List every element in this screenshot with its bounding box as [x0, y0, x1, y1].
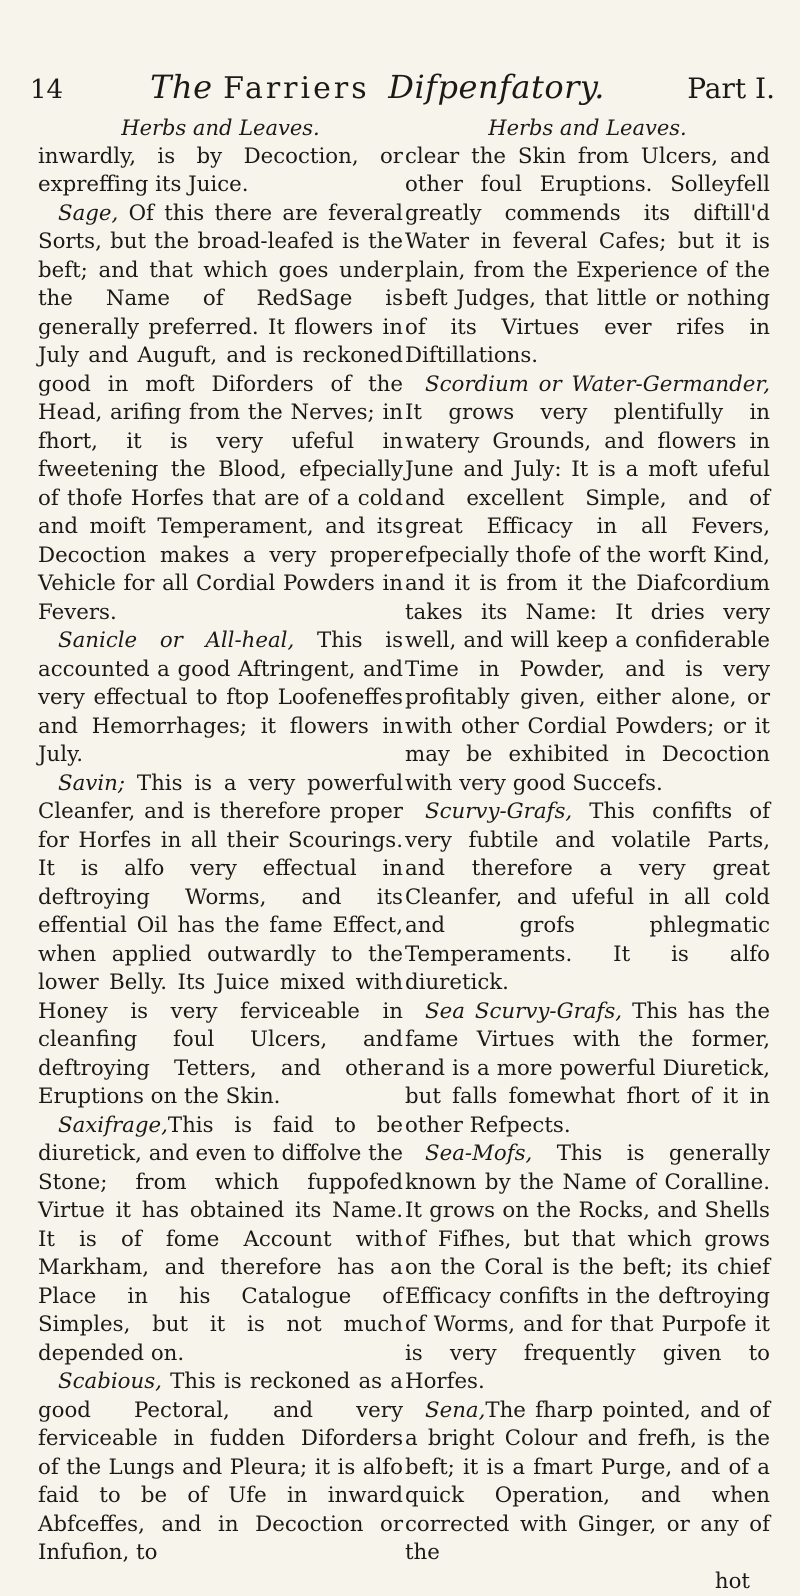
- left-paragraph-sanicle: [38, 627, 403, 770]
- right-paragraph-1: [405, 143, 770, 371]
- entry-text: inwardly, is by Decoction, or expreffing its Juice.: [38, 144, 403, 198]
- entry-term: Scordium or Water-Germander,: [425, 372, 770, 397]
- right-column-header: Herbs and Leaves.: [405, 114, 770, 143]
- left-paragraph-sage: [38, 200, 403, 628]
- entry-term: Sena,: [425, 1398, 485, 1423]
- book-title: [70, 68, 685, 106]
- left-column: [38, 114, 403, 1568]
- right-column: [405, 114, 770, 1596]
- entry-text: Of this there are feveral Sorts, but the broad-leafed is the beft; and that which goes under the Name of RedSage is generally preferred. It flowers in July and Auguft, and is reckoned good in moft Diforders of the Head, arifing from the Nerves; in fhort, it is very ufeful in fweetening the Blood, efpecially of thofe Horfes that are of a cold and moift Temperament, and its Decoction makes a very proper Vehicle for all Cordial Powders in Fevers.: [38, 201, 403, 625]
- entry-term: Saxifrage,: [58, 1113, 168, 1138]
- entry-text: The fharp pointed, and of a bright Colour and frefh, is the beft; it is a fmart Purge, and of a quick Operation, and when corrected with Ginger, or any of the: [405, 1398, 770, 1566]
- entry-text: clear the Skin from Ulcers, and other foul Eruptions. Solleyfell greatly commends its diftill'd Water in feveral Cafes; but it is plain, from the Experience of the beft Judges, that little or nothing of its Virtues ever rifes in Diftillations.: [405, 144, 770, 369]
- page-number: 14: [30, 75, 70, 105]
- entry-text: This is reckoned as a good Pectoral, and very ferviceable in fudden Diforders of the Lungs and Pleura; it is alfo faid to be of Ufe in inward Abfceffes, and in Decoction or Infufion, to: [38, 1369, 403, 1565]
- right-paragraph-sea-moss: [405, 1140, 770, 1397]
- entry-term: Sage,: [58, 201, 118, 226]
- right-paragraph-sea-scurvy-grass: [405, 998, 770, 1141]
- entry-term: Scabious,: [58, 1369, 162, 1394]
- entry-term: Savin;: [58, 771, 125, 796]
- entry-text: This is generally known by the Name of Coralline. It grows on the Rocks, and Shells of Fifhes, but that which grows on the Coral is the beft; its chief Efficacy confifts in the deftroying of Worms, and for that Purpofe it is very frequently given to Horfes.: [405, 1141, 770, 1394]
- entry-text: This has the fame Virtues with the former, and is a more powerful Diuretick, but falls fomewhat fhort of it in other Refpects.: [405, 999, 770, 1138]
- left-paragraph-1: [38, 143, 403, 200]
- catchword: hot: [405, 1568, 770, 1596]
- left-paragraph-saxifrage: [38, 1112, 403, 1369]
- right-paragraph-sena: [405, 1397, 770, 1568]
- entry-text: It grows very plentifully in watery Grounds, and flowers in June and July: It is a moft ufeful and excellent Simple, and of great Efficacy in all Fevers, efpecially thofe of the worft Kind, and it is from it the Diafcordium takes its Name: It dries very well, and will keep a confiderable Time in Powder, and is very profitably given, either alone, or with other Cordial Powders; or it may be exhibited in Decoction with very good Succefs.: [405, 400, 770, 796]
- title-dispensatory: Difpenfatory.: [388, 68, 605, 106]
- left-paragraph-savin: [38, 770, 403, 1112]
- title-the: The: [150, 68, 212, 106]
- left-column-header: Herbs and Leaves.: [38, 114, 403, 143]
- entry-term: Sea Scurvy-Grafs,: [425, 999, 622, 1024]
- entry-term: Scurvy-Grafs,: [425, 799, 572, 824]
- title-farriers: Farriers: [223, 71, 369, 106]
- part-label: Part I.: [685, 72, 775, 105]
- right-paragraph-scurvy-grass: [405, 798, 770, 998]
- entry-term: Sanicle or All-heal,: [58, 628, 294, 653]
- running-head: [30, 68, 775, 112]
- entry-text: This confifts of very fubtile and volatile Parts, and therefore a very great Cleanfer, and ufeful in all cold and grofs phlegmatic Temperaments. It is alfo diuretick.: [405, 799, 770, 995]
- entry-text: This is faid to be diuretick, and even to diffolve the Stone; from which fuppofed Virtue it has obtained its Name. It is of fome Account with Markham, and therefore has a Place in his Catalogue of Simples, but it is not much depended on.: [38, 1113, 403, 1366]
- right-paragraph-scordium: [405, 371, 770, 799]
- entry-term: Sea-Mofs,: [425, 1141, 532, 1166]
- entry-text: This is accounted a good Aftringent, and very effectual to ftop Loofeneffes and Hemorrhages; it flowers in July.: [38, 628, 403, 767]
- left-paragraph-scabious: [38, 1368, 403, 1568]
- entry-text: This is a very powerful Cleanfer, and is therefore proper for Horfes in all their Scourings. It is alfo very effectual in deftroying Worms, and its effential Oil has the fame Effect, when applied outwardly to the lower Belly. Its Juice mixed with Honey is very ferviceable in cleanfing foul Ulcers, and deftroying Tetters, and other Eruptions on the Skin.: [38, 771, 403, 1110]
